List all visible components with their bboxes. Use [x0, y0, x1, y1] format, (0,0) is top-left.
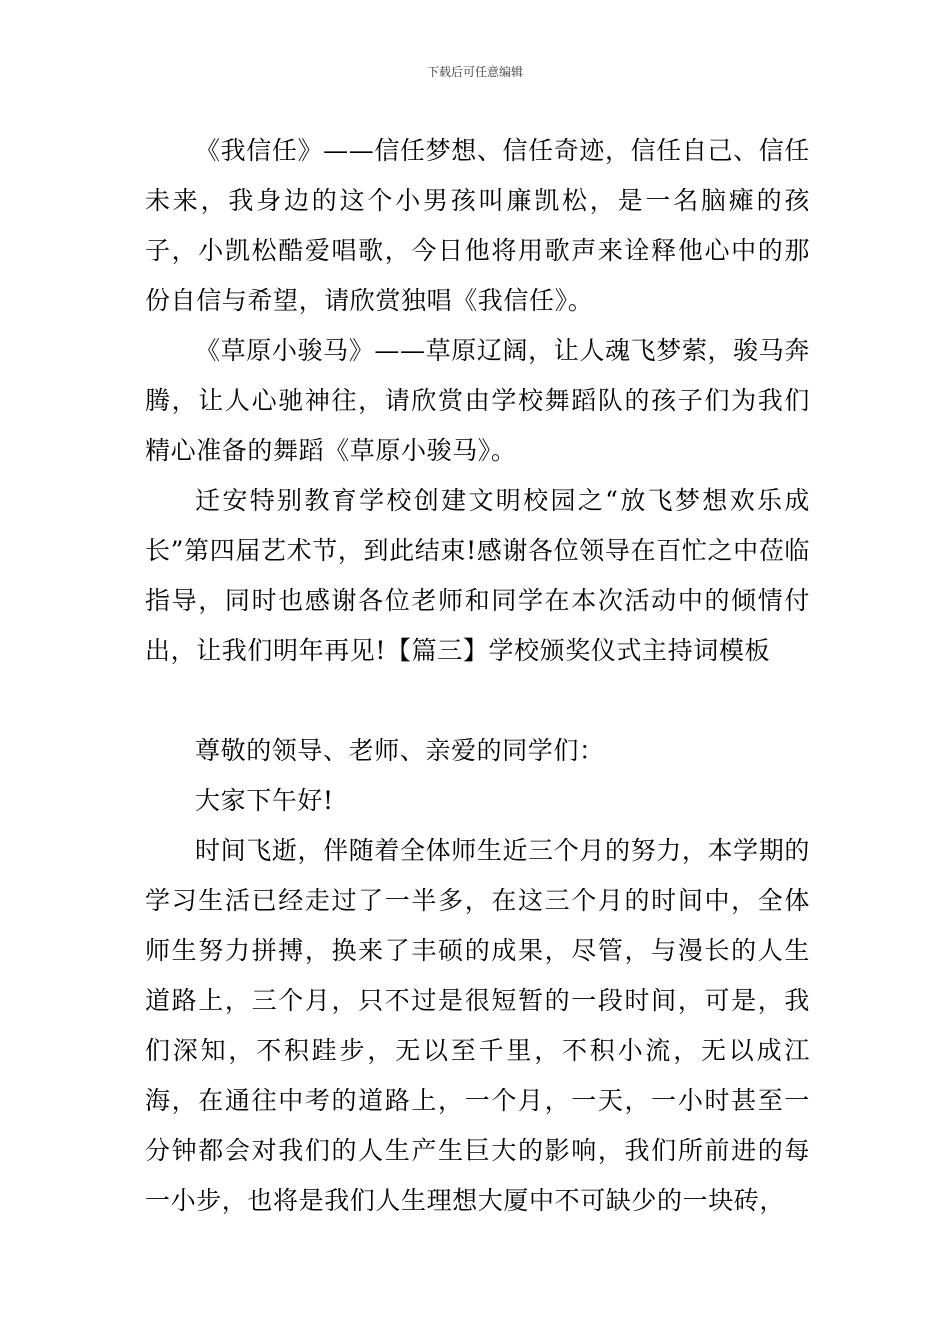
page-header-note: 下载后可任意编辑 — [426, 65, 523, 79]
paragraph-greeting: 大家下午好! — [195, 786, 334, 815]
paragraph-gap — [145, 676, 810, 726]
paragraph-salutation: 尊敬的领导、老师、亲爱的同学们： — [195, 736, 605, 765]
paragraph-dance-intro: 《草原小骏马》——草原辽阔，让人魂飞梦萦，骏马奔腾，让人心驰神往，请欣赏由学校舞蹈队的孩子们为我们精心准备的舞蹈《草原小骏马》。 — [145, 336, 810, 465]
paragraph-speech-body: 时间飞逝，伴随着全体师生近三个月的努力，本学期的学习生活已经走过了一半多，在这三个月的时间中，全体师生努力拼搏，换来了丰硕的成果，尽管，与漫长的人生道路上，三个月，只不过是很短暂的一段时间，可是，我们深知，不积跬步，无以至千里，不积小流，无以成江海，在通往中考的道路上，一个月，一天，一小时甚至一分钟都会对我们的人生产生巨大的影响，我们所前进的每一小步，也将是我们人生理想大厦中不可缺少的一块砖， — [145, 836, 810, 1215]
paragraph-song-intro: 《我信任》——信任梦想、信任奇迹，信任自己、信任未来，我身边的这个小男孩叫廉凯松，是一名脑瘫的孩子，小凯松酷爱唱歌，今日他将用歌声来诠释他心中的那份自信与希望，请欣赏独唱《我信任》。 — [145, 136, 810, 315]
document-body — [145, 126, 810, 1226]
paragraph-closing: 迁安特别教育学校创建文明校园之“放飞梦想欢乐成长”第四届艺术节，到此结束!感谢各位领导在百忙之中莅临指导，同时也感谢各位老师和同学在本次活动中的倾情付出，让我们明年再见!【篇三】学校颁奖仪式主持词模板 — [145, 486, 810, 665]
